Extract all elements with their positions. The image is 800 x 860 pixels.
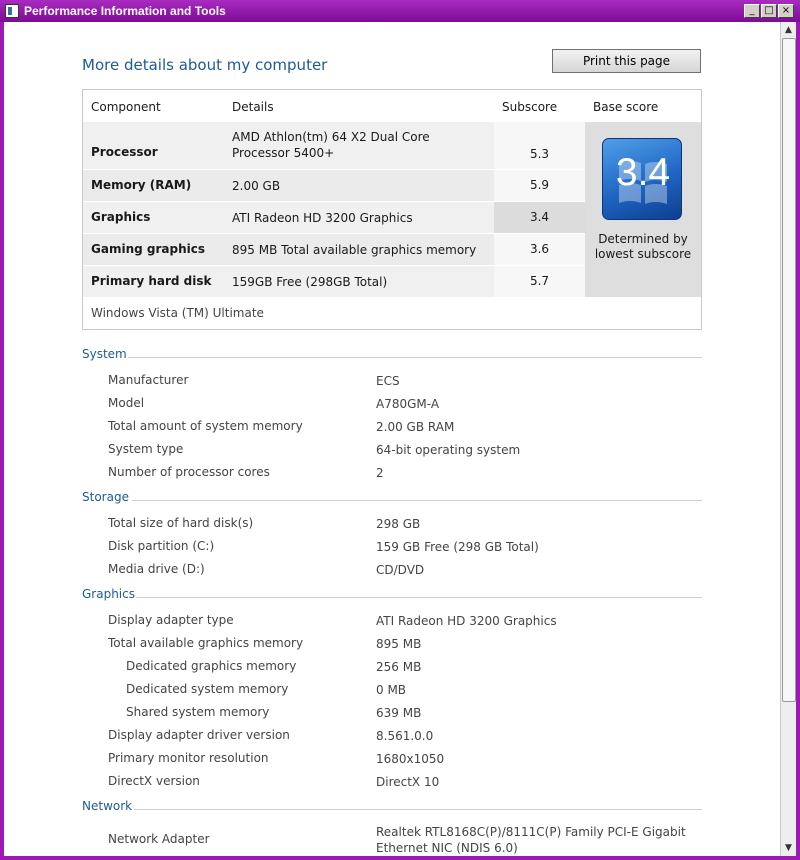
base-score-panel: [585, 122, 701, 297]
component-details: 895 MB Total available graphics memory: [232, 243, 477, 257]
component-details: 2.00 GB: [232, 179, 281, 193]
info-label: Total amount of system memory: [108, 419, 303, 433]
info-value: 0 MB: [376, 683, 407, 697]
column-header-component: Component: [91, 100, 161, 114]
component-details: 159GB Free (298GB Total): [232, 275, 388, 289]
page-title: More details about my computer: [82, 56, 328, 74]
info-value: 256 MB: [376, 660, 422, 674]
base-score-value: 3.4: [615, 151, 671, 194]
info-value: ECS: [376, 374, 400, 388]
component-name: Memory (RAM): [91, 178, 192, 192]
info-label: Total size of hard disk(s): [108, 516, 254, 530]
content-pane: [4, 22, 780, 856]
info-label: Manufacturer: [108, 373, 189, 387]
lowest-subscore: 3.4: [494, 202, 585, 233]
info-label: Shared system memory: [126, 705, 270, 719]
info-value: CD/DVD: [376, 563, 425, 577]
info-value: 8.561.0.0: [376, 729, 434, 743]
info-label: Dedicated graphics memory: [126, 659, 297, 673]
title-bar[interactable]: [0, 0, 800, 22]
info-value: 159 GB Free (298 GB Total): [376, 540, 539, 554]
column-header-base-score: Base score: [593, 100, 659, 114]
info-value: 298 GB: [376, 517, 421, 531]
info-label: Disk partition (C:): [108, 539, 215, 553]
component-details: AMD Athlon(tm) 64 X2 Dual Core Processor 5400+: [232, 130, 430, 160]
maximize-button[interactable]: □: [761, 4, 777, 18]
section-title-network: Network: [82, 799, 133, 813]
info-value: 895 MB: [376, 637, 422, 651]
component-name: Primary hard disk: [91, 274, 212, 288]
score-row-gaming-graphics: [83, 234, 585, 265]
info-label: Primary monitor resolution: [108, 751, 269, 765]
section-divider: [134, 809, 702, 810]
section-title-system: System: [82, 347, 127, 361]
section-title-storage: Storage: [82, 490, 129, 504]
minimize-button[interactable]: _: [744, 4, 760, 18]
subscore: 3.6: [494, 234, 585, 265]
component-name: Processor: [91, 145, 158, 159]
info-value: 64-bit operating system: [376, 443, 521, 457]
score-row-processor: [83, 122, 585, 169]
info-label: Display adapter driver version: [108, 728, 290, 742]
section-divider: [128, 357, 702, 358]
os-edition: Windows Vista (TM) Ultimate: [91, 306, 264, 320]
component-name: Gaming graphics: [91, 242, 205, 256]
info-label: Total available graphics memory: [108, 636, 304, 650]
info-value: Realtek RTL8168C(P)/8111C(P) Family PCI-E Gigabit Ethernet NIC (NDIS 6.0): [376, 825, 686, 855]
score-row-memory: [83, 170, 585, 201]
component-details: ATI Radeon HD 3200 Graphics: [232, 211, 413, 225]
info-value: 639 MB: [376, 706, 422, 720]
info-label: Network Adapter: [108, 832, 210, 846]
print-button[interactable]: Print this page: [552, 49, 701, 73]
info-label: Model: [108, 396, 145, 410]
subscore: 5.7: [494, 266, 585, 297]
column-header-subscore: Subscore: [502, 100, 558, 114]
base-score-note: Determined by lowest subscore: [594, 232, 692, 261]
component-name: Graphics: [91, 210, 151, 224]
section-divider: [132, 500, 702, 501]
subscore: 5.9: [494, 170, 585, 201]
info-value: DirectX 10: [376, 775, 440, 789]
info-label: Media drive (D:): [108, 562, 205, 576]
vertical-scrollbar[interactable]: [780, 22, 796, 856]
window-title: Performance Information and Tools: [24, 4, 226, 18]
scroll-down-icon[interactable]: ▼: [785, 843, 792, 853]
info-value: 2: [376, 466, 384, 480]
info-value: 2.00 GB RAM: [376, 420, 455, 434]
info-label: Display adapter type: [108, 613, 234, 627]
base-score-badge: [602, 138, 682, 220]
info-label: Dedicated system memory: [126, 682, 289, 696]
column-header-details: Details: [232, 100, 274, 114]
info-value: 1680x1050: [376, 752, 445, 766]
section-divider: [136, 597, 702, 598]
section-title-graphics: Graphics: [82, 587, 135, 601]
info-value: A780GM-A: [376, 397, 440, 411]
info-label: System type: [108, 442, 184, 456]
app-icon: [5, 4, 19, 18]
score-row-hard-disk: [83, 266, 585, 297]
scrollbar-thumb[interactable]: [782, 38, 796, 702]
subscore: 5.3: [494, 122, 585, 169]
score-row-graphics: [83, 202, 585, 233]
info-label: DirectX version: [108, 774, 200, 788]
info-label: Number of processor cores: [108, 465, 270, 479]
info-value: ATI Radeon HD 3200 Graphics: [376, 614, 557, 628]
score-table: [82, 89, 702, 330]
scroll-up-icon[interactable]: ▲: [785, 25, 792, 35]
close-button[interactable]: ×: [778, 4, 794, 18]
